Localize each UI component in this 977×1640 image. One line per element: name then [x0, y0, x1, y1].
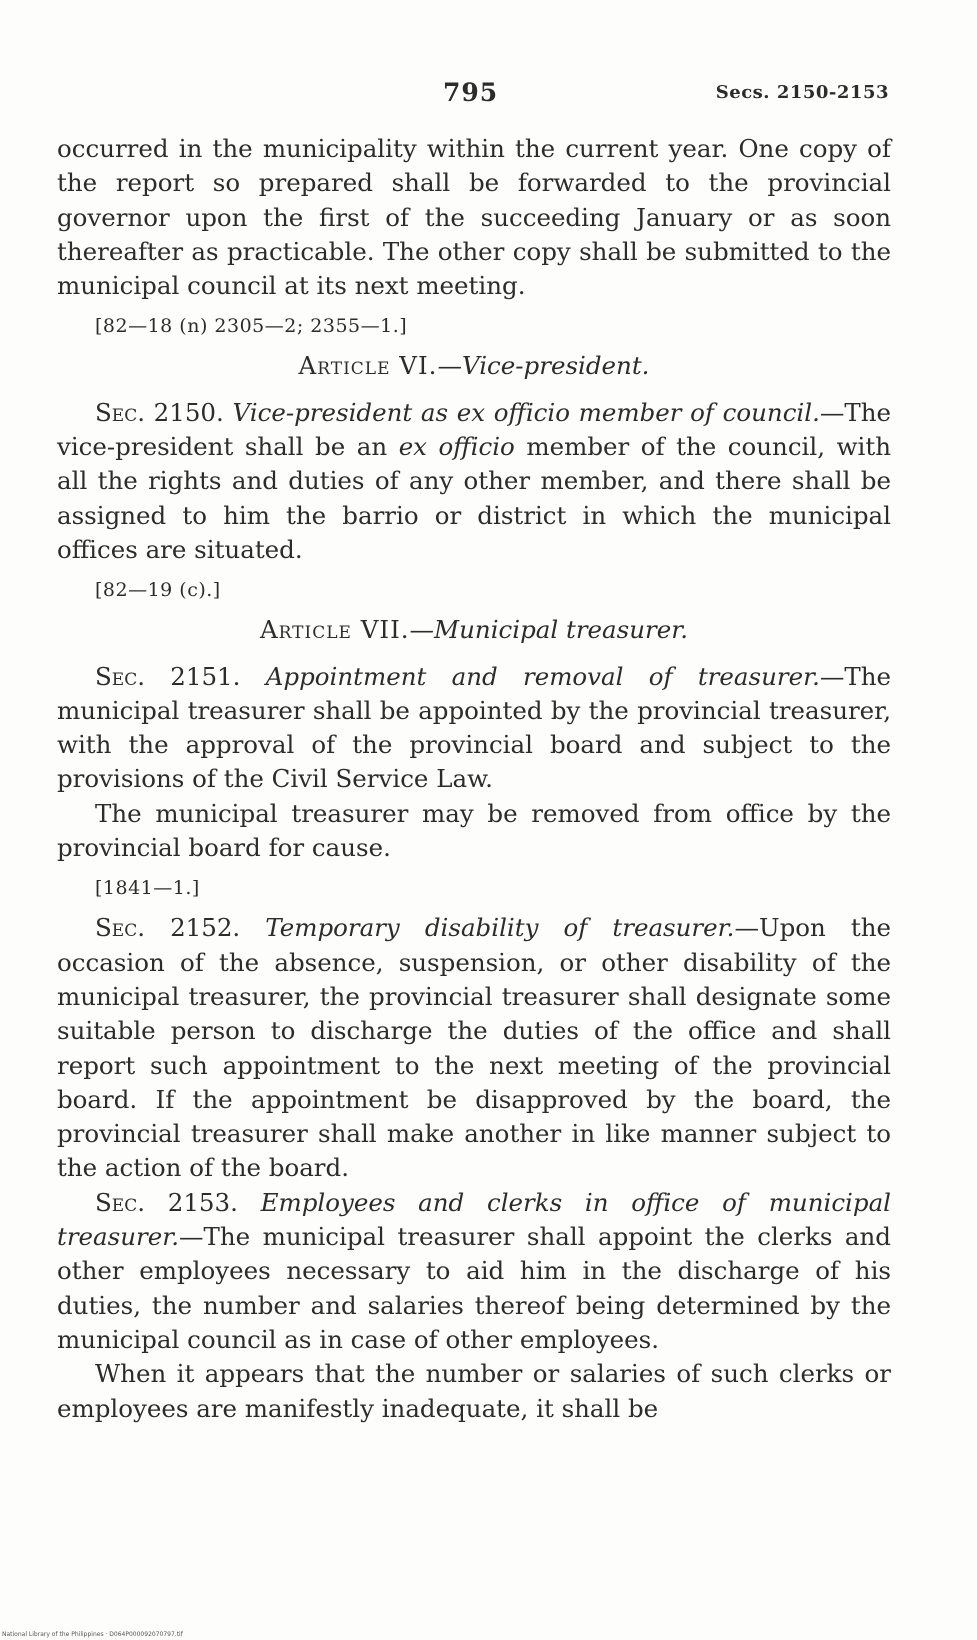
- article-label: Article VI.: [298, 351, 438, 381]
- citation: [82—18 (n) 2305—2; 2355—1.]: [95, 315, 408, 338]
- section-text: —The municipal treasurer shall appoint the clerks and other employees necessary to aid him in the discharge of his duties, the number and salaries thereof being determined by the municipal council as in case of other employees.: [57, 1222, 891, 1354]
- section-heading: Temporary disability of treasurer.: [265, 913, 735, 943]
- section-2151-paragraph: The municipal treasurer may be removed from office by the provincial board for cause.: [57, 798, 891, 863]
- scan-footer: National Library of the Philippines · D064P000092070797.tif: [2, 1631, 183, 1638]
- section-2151: [57, 660, 891, 797]
- citation: [1841—1.]: [95, 877, 200, 900]
- page-header: [0, 78, 977, 118]
- section-number: Sec. 2152.: [95, 913, 241, 943]
- section-2152: [57, 911, 891, 1185]
- section-number: Sec. 2153.: [95, 1187, 238, 1217]
- section-text: —The municipal treasurer shall be appointed by the provincial treasurer, with the approval of the provincial board and subject to the provisions of the Civil Service Law.: [57, 661, 891, 794]
- section-2153: [57, 1186, 891, 1357]
- section-text: —Upon the occasion of the absence, suspension, or other disability of the municipal treasurer, the provincial treasurer shall designate some suitable person to discharge the duties of the office and shall report such appointment to the next meeting of the provincial board. If the appointment be disapproved by the board, the provincial treasurer shall make another in like manner subject to the action of the board.: [57, 913, 891, 1183]
- page-body: [57, 132, 891, 1426]
- section-text: —The vice-president shall be an: [57, 397, 891, 462]
- article-label: Article VII.: [259, 615, 410, 645]
- section-heading: Appointment and removal of treasurer.: [265, 661, 820, 691]
- section-number: Sec. 2151.: [95, 661, 241, 691]
- paragraph-continuation: occurred in the municipality within the current year. One copy of the report so prepared shall be forwarded to the provincial governor upon the first of the succeeding January or as soon thereafter as practicable. The other copy shall be submitted to the municipal council at its next meeting.: [57, 134, 891, 301]
- section-heading: Vice-president as ex officio member of council.: [232, 397, 820, 427]
- section-range: Secs. 2150-2153: [715, 82, 889, 103]
- section-italic-term: ex officio: [398, 432, 515, 462]
- article-heading-vi: [57, 349, 891, 383]
- citation: [82—19 (c).]: [95, 579, 221, 602]
- article-title: —Municipal treasurer.: [409, 615, 689, 645]
- section-2150: [57, 396, 891, 567]
- article-title: —Vice-president.: [437, 351, 650, 381]
- section-text: member of the council, with all the rights and duties of any other member, and there shall be assigned to him the barrio or district in which the municipal offices are situated.: [57, 432, 891, 564]
- section-heading: Employees and clerks in office of municipal treasurer.: [57, 1187, 892, 1252]
- page-number: 795: [443, 78, 499, 107]
- article-heading-vii: [57, 613, 891, 647]
- section-2153-paragraph: When it appears that the number or salaries of such clerks or employees are manifestly inadequate, it shall be: [57, 1359, 891, 1423]
- section-number: Sec. 2150.: [95, 397, 224, 427]
